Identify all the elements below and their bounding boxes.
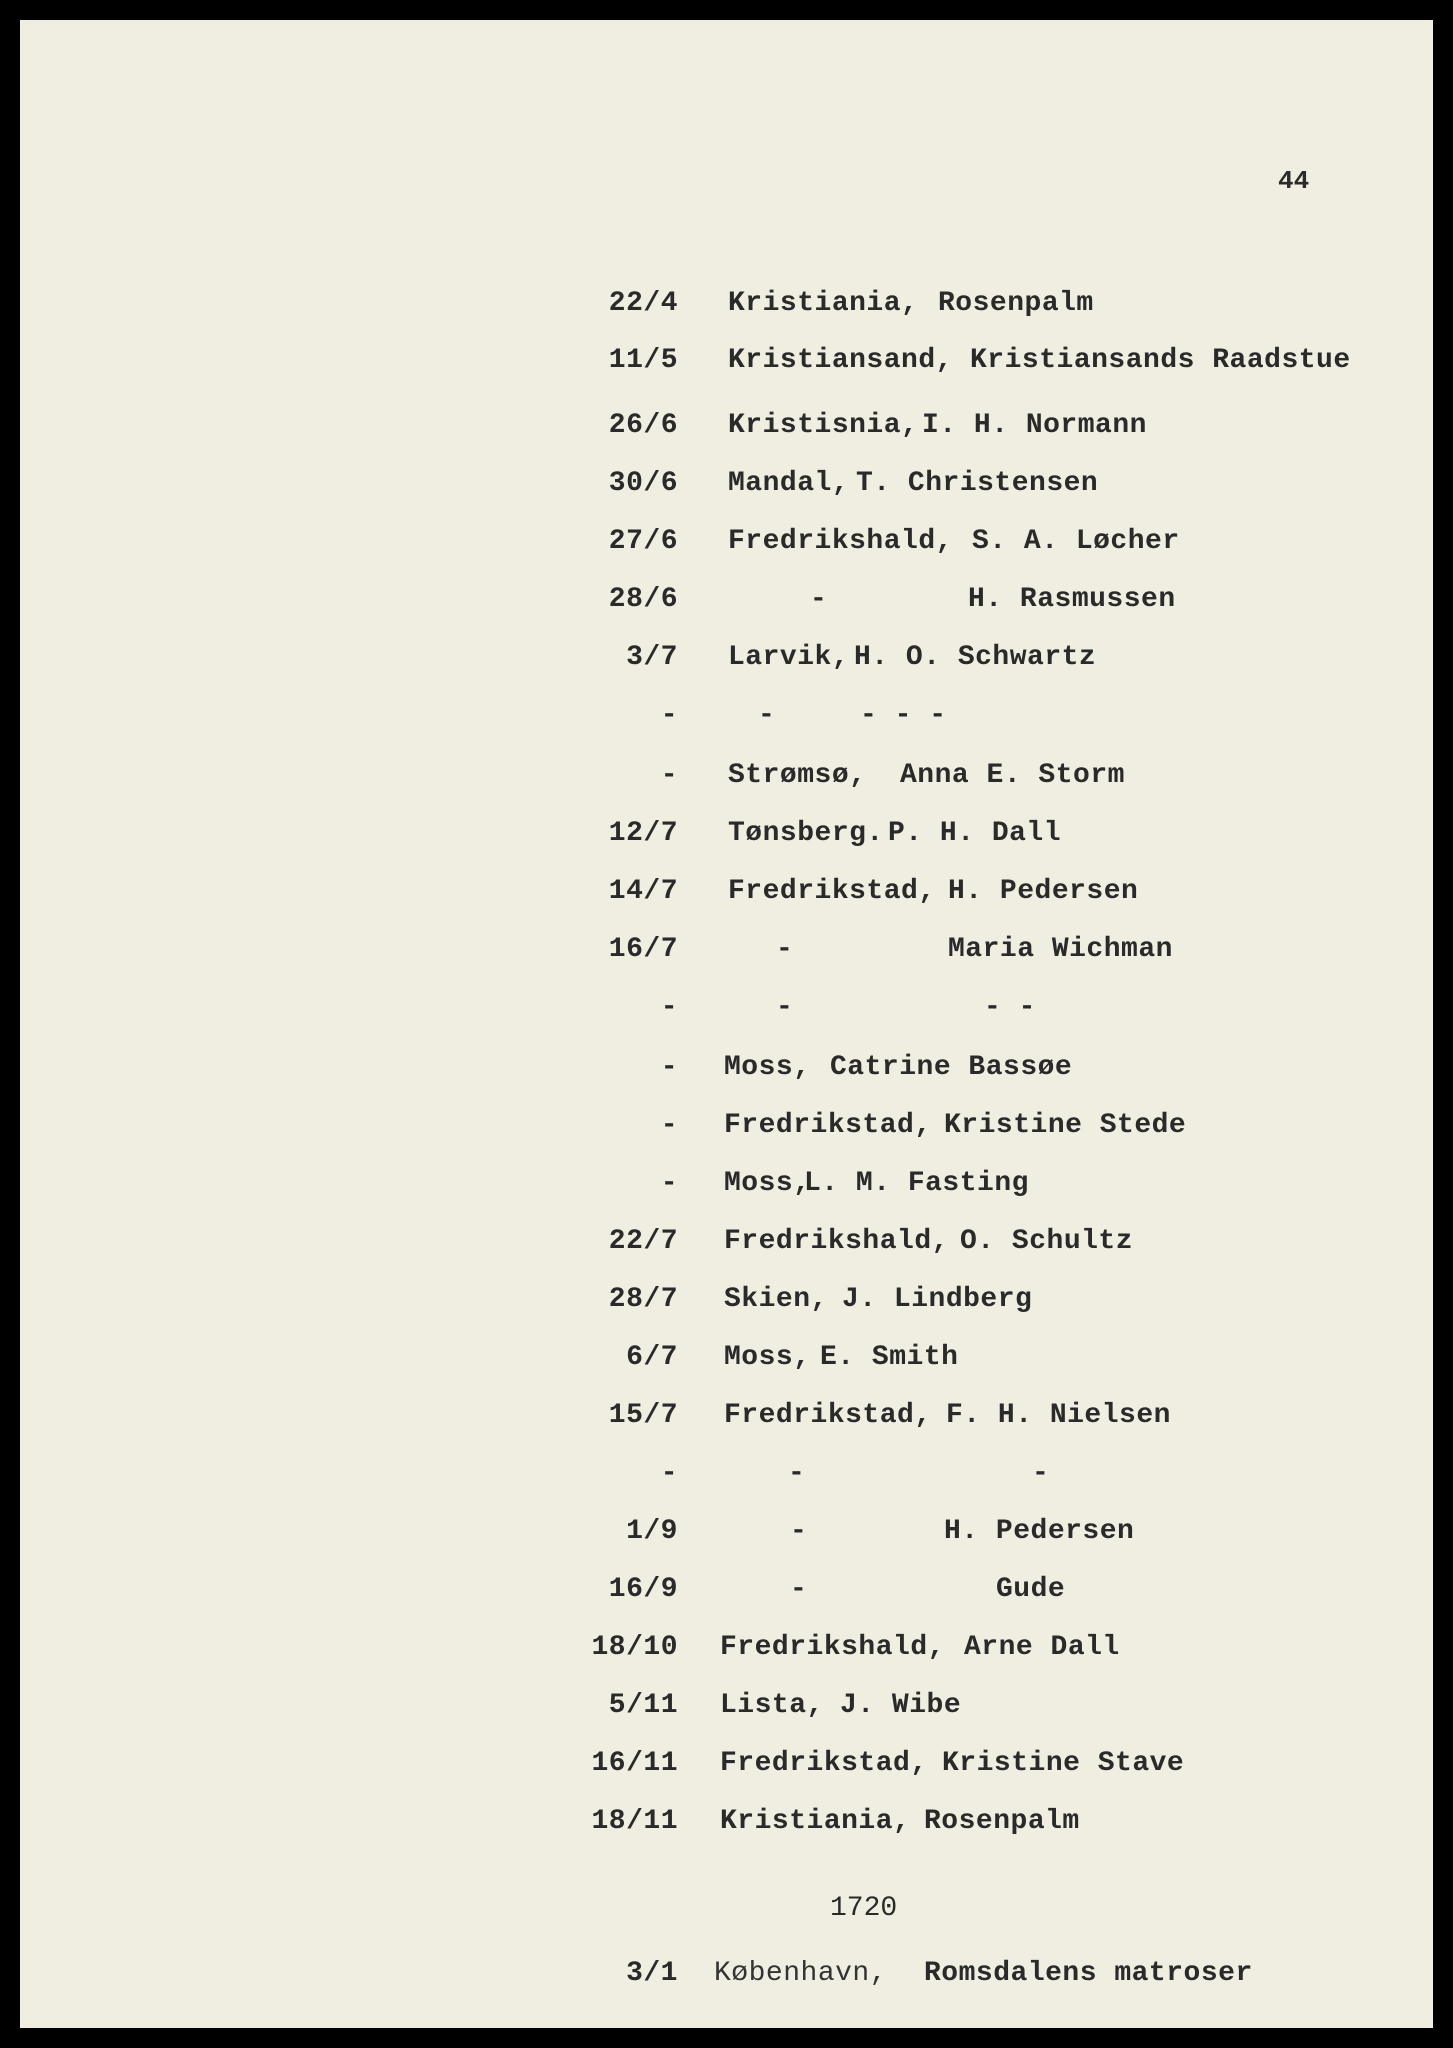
entry-date: -: [660, 1168, 678, 1199]
entry-name: S. A. Løcher: [972, 526, 1180, 557]
entry-row: [20, 642, 1433, 682]
entry-place: Fredrikstad,: [720, 1748, 928, 1779]
entry-place: Tønsberg.: [728, 818, 884, 849]
entry-place: Moss,: [724, 1168, 811, 1199]
entry-name: - -: [984, 992, 1036, 1023]
entry-row: [20, 288, 1433, 328]
entry-row: [20, 1052, 1433, 1092]
entry-place: -: [790, 1574, 808, 1605]
entry-date: -: [660, 760, 678, 791]
entry-date: 15/7: [608, 1400, 678, 1431]
entry-name: J. Wibe: [840, 1690, 962, 1721]
entry-row: [20, 1806, 1433, 1846]
entry-row: [20, 1226, 1433, 1266]
entry-date: 1/9: [626, 1516, 678, 1547]
entry-place: Mandal,: [728, 468, 850, 499]
entry-row: [20, 1632, 1433, 1672]
entry-place: Kristiania,: [728, 288, 919, 319]
entry-name: - - -: [860, 700, 947, 731]
entry-place: Lista,: [720, 1690, 824, 1721]
entry-name: T. Christensen: [856, 468, 1099, 499]
entry-date: 18/10: [591, 1632, 678, 1663]
entry-date: 30/6: [608, 468, 678, 499]
entry-row: [20, 584, 1433, 624]
entry-row: [20, 468, 1433, 508]
entry-row: [20, 526, 1433, 566]
entry-place: Kristisnia,: [728, 410, 919, 441]
entry-place: Fredrikstad,: [728, 876, 936, 907]
entry-date: -: [660, 700, 678, 731]
entry-date: 12/7: [608, 818, 678, 849]
entry-row: [20, 1400, 1433, 1440]
entry-name: F. H. Nielsen: [946, 1400, 1171, 1431]
entry-place: Skien,: [724, 1284, 828, 1315]
entry-name: E. Smith: [820, 1342, 959, 1373]
entry-date: 22/7: [608, 1226, 678, 1257]
entry-date: -: [660, 1458, 678, 1489]
entry-place: -: [810, 584, 828, 615]
entry-row: [20, 1574, 1433, 1614]
entry-date: 11/5: [608, 345, 678, 376]
entry-name: Arne Dall: [964, 1632, 1120, 1663]
year-heading: 1720: [830, 1893, 898, 1924]
entry-place: Fredrikshald,: [724, 1226, 949, 1257]
entry-name: H. O. Schwartz: [854, 642, 1097, 673]
entry-name: Kristiansands Raadstue: [970, 345, 1351, 376]
entry-name: I. H. Normann: [922, 410, 1147, 441]
entry-row: [20, 760, 1433, 800]
entry-row: [20, 1284, 1433, 1324]
entry-row: [20, 1748, 1433, 1788]
entry-name: Kristine Stede: [944, 1110, 1187, 1141]
entry-name: H. Pedersen: [944, 1516, 1135, 1547]
entry-name: -: [1032, 1458, 1050, 1489]
entry-place: Fredrikshald,: [728, 526, 953, 557]
entry-place: -: [776, 934, 794, 965]
entry-place: Larvik,: [728, 642, 850, 673]
entry-date: 28/7: [608, 1284, 678, 1315]
entry-name: J. Lindberg: [842, 1284, 1033, 1315]
entry-date: 3/7: [626, 642, 678, 673]
entry-name: Maria Wichman: [948, 934, 1173, 965]
entry-row: [20, 992, 1433, 1032]
entry-row: [20, 1168, 1433, 1208]
entry-date: 6/7: [626, 1342, 678, 1373]
entry-date: -: [660, 1052, 678, 1083]
entry-date: 28/6: [608, 584, 678, 615]
entry-place: Kristiansand,: [728, 345, 953, 376]
entry-name: H. Pedersen: [948, 876, 1139, 907]
entry-name: Anna E. Storm: [900, 760, 1125, 791]
entry-list: [20, 20, 1433, 2028]
entry-date: 16/9: [608, 1574, 678, 1605]
entry-name: H. Rasmussen: [968, 584, 1176, 615]
entry-name: P. H. Dall: [888, 818, 1062, 849]
entry-row: [20, 876, 1433, 916]
entry-row: [20, 700, 1433, 740]
entry-place: Moss,: [724, 1052, 811, 1083]
entry-place: Kristiania,: [720, 1806, 911, 1837]
entry-row: [20, 345, 1433, 385]
entry-row: [20, 818, 1433, 858]
entry-date: 22/4: [608, 288, 678, 319]
entry-row: [20, 934, 1433, 974]
entry-name: Gude: [996, 1574, 1066, 1605]
entry-row: [20, 1110, 1433, 1150]
entry-place: -: [790, 1516, 808, 1547]
entry-date: 27/6: [608, 526, 678, 557]
entry-date: 18/11: [591, 1806, 678, 1837]
entry-place: Fredrikstad,: [724, 1400, 932, 1431]
entry-name: L. M. Fasting: [804, 1168, 1029, 1199]
entry-name: Rosenpalm: [924, 1806, 1080, 1837]
entry-place: København,: [714, 1958, 888, 1989]
entry-place: Fredrikstad,: [724, 1110, 932, 1141]
entry-place: Moss,: [724, 1342, 811, 1373]
entry-place: -: [776, 992, 794, 1023]
entry-date: -: [660, 1110, 678, 1141]
entry-date: 16/7: [608, 934, 678, 965]
entry-name: Kristine Stave: [942, 1748, 1185, 1779]
final-entry-row: [20, 1958, 1433, 1998]
entry-date: 3/1: [626, 1958, 678, 1989]
entry-row: [20, 1516, 1433, 1556]
entry-date: -: [660, 992, 678, 1023]
entry-name: O. Schultz: [960, 1226, 1134, 1257]
entry-name: Catrine Bassøe: [830, 1052, 1073, 1083]
entry-date: 16/11: [591, 1748, 678, 1779]
entry-date: 26/6: [608, 410, 678, 441]
entry-row: [20, 1342, 1433, 1382]
entry-row: [20, 410, 1433, 450]
entry-place: Strømsø,: [728, 760, 867, 791]
page-number: 44: [1278, 166, 1310, 196]
entry-name: Romsdalens matroser: [924, 1958, 1253, 1989]
entry-place: -: [788, 1458, 806, 1489]
entry-row: [20, 1690, 1433, 1730]
entry-place: -: [758, 700, 776, 731]
entry-date: 5/11: [608, 1690, 678, 1721]
entry-place: Fredrikshald,: [720, 1632, 945, 1663]
entry-date: 14/7: [608, 876, 678, 907]
entry-row: [20, 1458, 1433, 1498]
document-page: [20, 20, 1433, 2028]
entry-name: Rosenpalm: [938, 288, 1094, 319]
